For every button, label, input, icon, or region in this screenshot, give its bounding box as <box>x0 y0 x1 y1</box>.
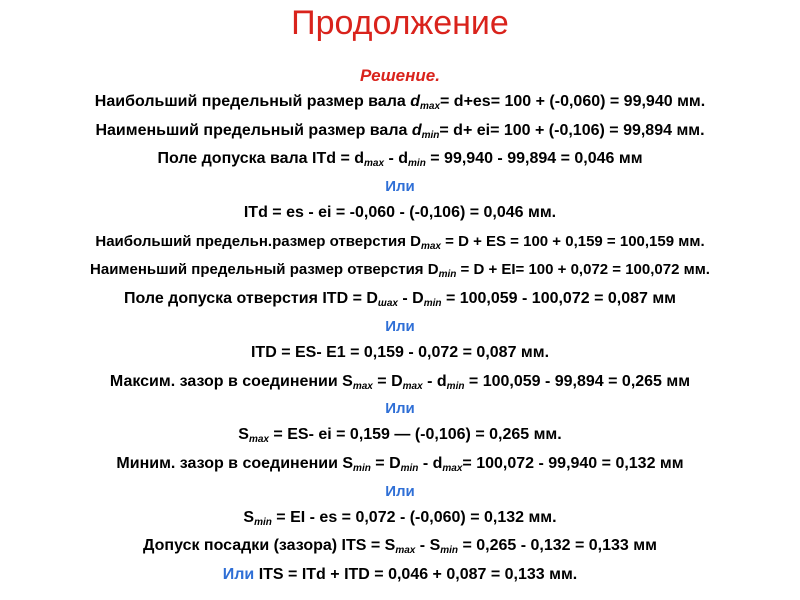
ili-label: Или <box>385 400 415 418</box>
formula-lines <box>0 88 800 590</box>
max-clearance-line: Максим. зазор в соединении $S_{max} = D_{max} - d_{min} = 100,059 - 99,894 = 0,265$ мм <box>109 372 691 392</box>
solution-heading: Решение. <box>360 66 440 85</box>
max-clearance-alt-line: $S_{max} = ES-$ ei = 0,159 — (-0,106) = 0,265 мм. <box>238 426 562 446</box>
shaft-tolerance-line: Поле допуска вала ITd = $d_{max} - d_{min} = 99,940 - 99,894 = 0,046$ мм <box>157 150 643 170</box>
ili-label: Или <box>385 317 415 335</box>
fit-tolerance-line: Допуск посадки (зазора) ITS = $S_{max} - S_{min} = 0,265 - 0,132 = 0,133$ мм <box>143 537 657 557</box>
hole-max-size-line: Наибольший предельн.размер отверстия $D_{max} = D$ + ES = 100 + 0,159 = 100,159 мм. <box>95 232 705 252</box>
shaft-max-size-line: Наибольший предельный размер вала $d_{max}= d+es= 100 + (-0,060) = 99,940$ мм. <box>94 93 706 112</box>
fit-tolerance-alt-line: Или ITS = ITd + ITD = 0,046 + 0,087 = 0,133 мм. <box>222 565 578 583</box>
min-clearance-alt-line: $S_{min}$ = EI - es = 0,072 - (-0,060) = 0,132 мм. <box>243 508 557 528</box>
slide-title: Продолжение <box>291 4 509 42</box>
ili-label: Или <box>385 482 415 500</box>
shaft-min-size-line: Наименьший предельный размер вала $d_{min}= d+ ei= 100 + (-0,106) = 99,894$ мм. <box>95 121 705 141</box>
hole-tolerance-alt-line: ITD = ES- E1 = 0,159 - 0,072 = 0,087 мм. <box>250 343 550 361</box>
ili-label: Или <box>385 178 415 196</box>
min-clearance-line: Миним. зазор в соединении $S_{min} = D_{min} - d_{max}= 100,072 - 99,940 = 0,132$ мм <box>116 454 684 474</box>
hole-min-size-line: Наименьший предельный размер отверстия $D_{min} = D + EI= 100 + 0,072 = 100,072$ мм. <box>90 261 710 281</box>
hole-tolerance-line: Поле допуска отверстия ITD = $D_{шах} - D_{min} = 100,059 - 100,072 = 0,087$ мм <box>123 290 677 310</box>
shaft-tolerance-alt-line: ITd = es - ei = -0,060 - (-0,106) = 0,046 мм. <box>243 204 557 222</box>
